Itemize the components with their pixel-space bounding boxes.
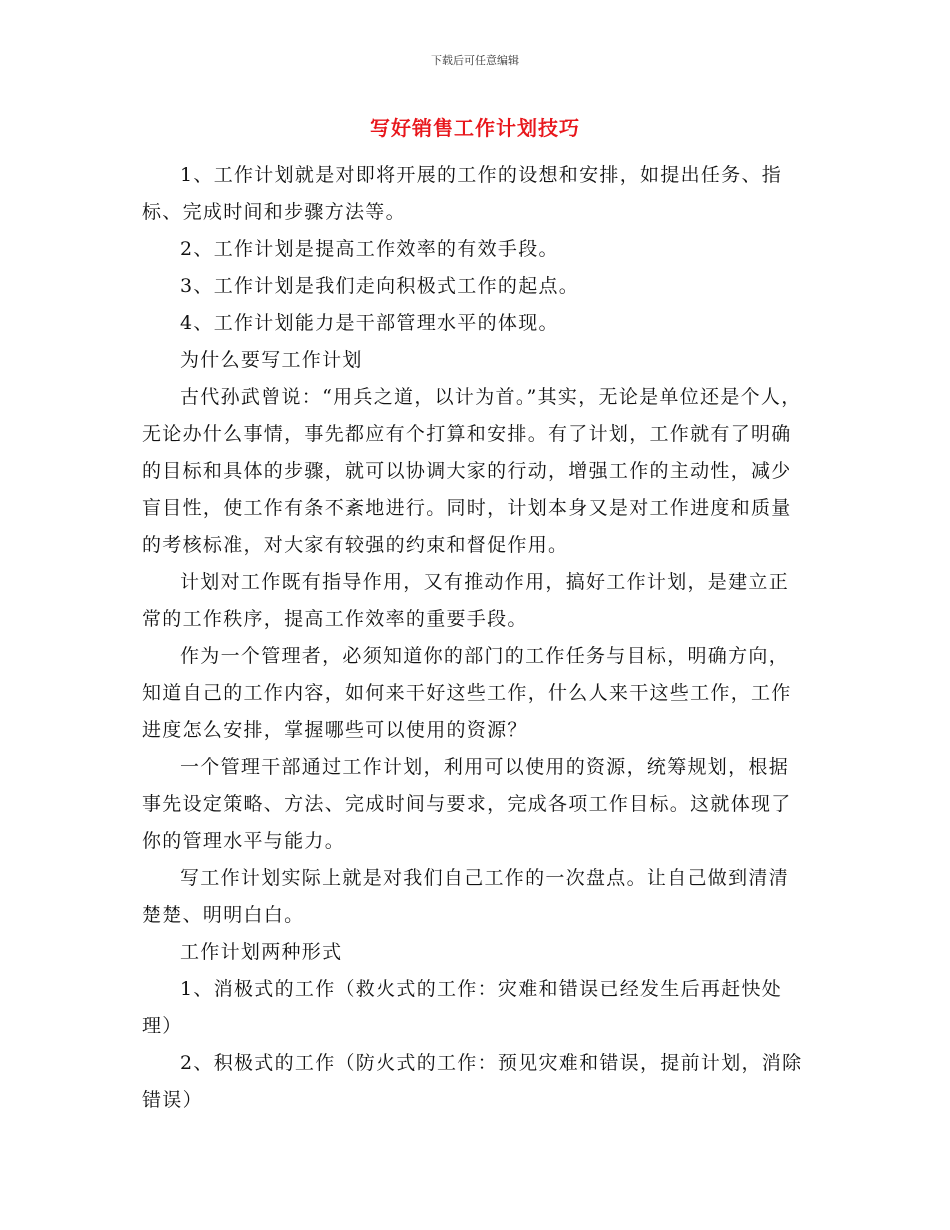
paragraph-manager: 作为一个管理者，必须知道你的部门的工作任务与目标，明确方向，知道自己的工作内容，如何来干好这些工作，什么人来干这些工作，工作进度怎么安排，掌握哪些可以使用的资源？: [142, 645, 792, 741]
document-title: 写好销售工作计划技巧: [370, 116, 580, 140]
paragraph-3: 3、工作计划是我们走向积极式工作的起点。: [180, 275, 580, 297]
paragraph-inventory: 写工作计划实际上就是对我们自己工作的一次盘点。让自己做到清清楚楚、明明白白。: [142, 867, 790, 926]
section-heading-why: 为什么要写工作计划: [180, 349, 363, 371]
page-header-note: 下载后可任意编辑: [431, 54, 519, 67]
paragraph-guidance: 计划对工作既有指导作用，又有推动作用，搞好工作计划，是建立正常的工作秩序，提高工作效率的重要手段。: [142, 571, 790, 630]
paragraph-active: 2、积极式的工作（防火式的工作：预见灾难和错误，提前计划，消除错误）: [142, 1052, 803, 1111]
paragraph-2: 2、工作计划是提高工作效率的有效手段。: [180, 238, 559, 260]
document-body: [142, 157, 806, 1119]
paragraph-1: 1、工作计划就是对即将开展的工作的设想和安排，如提出任务、指标、完成时间和步骤方法等。: [142, 164, 783, 223]
paragraph-sunwu: 古代孙武曾说：“用兵之道，以计为首。”其实，无论是单位还是个人，无论办什么事情，事先都应有个打算和安排。有了计划，工作就有了明确的目标和具体的步骤，就可以协调大家的行动，增强工作的主动性，减少盲目性，使工作有条不紊地进行。同时，计划本身又是对工作进度和质量的考核标准，对大家有较强的约束和督促作用。: [142, 386, 802, 556]
section-heading-forms: 工作计划两种形式: [180, 941, 343, 963]
paragraph-4: 4、工作计划能力是干部管理水平的体现。: [180, 312, 559, 334]
paragraph-passive: 1、消极式的工作（救火式的工作：灾难和错误已经发生后再赶快处理）: [142, 978, 783, 1037]
paragraph-cadre: 一个管理干部通过工作计划，利用可以使用的资源，统筹规划，根据事先设定策略、方法、完成时间与要求，完成各项工作目标。这就体现了你的管理水平与能力。: [142, 756, 792, 852]
